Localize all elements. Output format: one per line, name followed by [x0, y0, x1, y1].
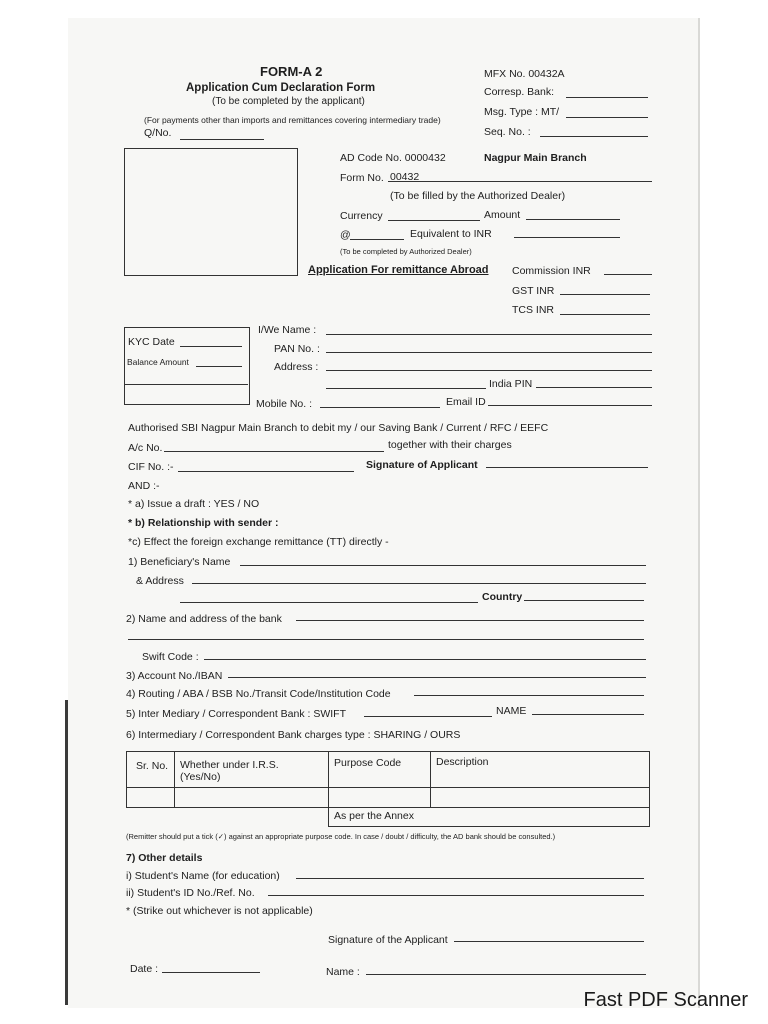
address-label: Address : — [274, 361, 319, 373]
gst-field[interactable] — [560, 294, 650, 295]
intermediary-swift-label: 5) Inter Mediary / Correspondent Bank : SWIFT — [126, 708, 346, 720]
scanner-watermark: Fast PDF Scanner — [583, 989, 748, 1011]
routing-code-field[interactable] — [414, 695, 644, 696]
signature-applicant-footer-field[interactable] — [454, 941, 644, 942]
table-header-purpose-code: Purpose Code — [334, 757, 402, 769]
seq-no-label: Seq. No. : — [484, 126, 531, 138]
country-field[interactable] — [524, 600, 644, 601]
email-label: Email ID — [446, 396, 486, 408]
form-subtitle: Application Cum Declaration Form — [186, 82, 376, 94]
currency-label: Currency — [340, 210, 383, 222]
filled-by-dealer-note: (To be filled by the Authorized Dealer) — [390, 190, 566, 202]
beneficiary-address-label: & Address — [136, 575, 184, 587]
table-row-divider — [126, 787, 649, 788]
address-line-2-field[interactable] — [326, 388, 486, 389]
issue-draft-option: * a) Issue a draft : YES / NO — [128, 498, 260, 510]
ac-no-field[interactable] — [164, 451, 384, 452]
photo-box — [124, 148, 298, 276]
signature-applicant-field[interactable] — [486, 467, 648, 468]
application-remittance-heading: Application For remittance Abroad — [308, 264, 489, 276]
remitter-note: (Remitter should put a tick (✓) against an appropriate purpose code. In case / doubt / difficulty, the AD bank should be consulted.) — [126, 832, 556, 841]
intermediary-swift-field[interactable] — [364, 716, 492, 717]
swift-code-field[interactable] — [204, 659, 646, 660]
mobile-field[interactable] — [320, 407, 440, 408]
intermediary-name-label: NAME — [496, 705, 527, 717]
india-pin-label: India PIN — [489, 378, 533, 390]
account-iban-label: 3) Account No./IBAN — [126, 670, 223, 682]
table-header-sr-no: Sr. No. — [136, 760, 169, 772]
rate-at-symbol: @ — [340, 229, 351, 241]
msg-type-label: Msg. Type : MT/ — [484, 106, 560, 118]
intermediary-name-field[interactable] — [532, 714, 644, 715]
table-header-description: Description — [436, 756, 489, 768]
relationship-label: * b) Relationship with sender : — [128, 517, 279, 529]
student-id-field[interactable] — [268, 895, 644, 896]
name-label: Name : — [326, 966, 360, 978]
amount-field[interactable] — [526, 219, 620, 220]
beneficiary-address-line-2-field[interactable] — [180, 602, 478, 603]
authorisation-text: Authorised SBI Nagpur Main Branch to debit my / our Saving Bank / Current / RFC / EEFC — [128, 422, 549, 434]
and-label: AND :- — [128, 480, 160, 492]
bank-address-field[interactable] — [128, 639, 644, 640]
applicant-name-field[interactable] — [326, 334, 652, 335]
table-col-divider-1 — [174, 751, 175, 807]
account-iban-field[interactable] — [228, 677, 646, 678]
pan-field[interactable] — [326, 352, 652, 353]
kyc-divider — [124, 384, 248, 385]
form-no-field[interactable] — [388, 181, 652, 182]
mobile-label: Mobile No. : — [256, 398, 313, 410]
cif-no-field[interactable] — [178, 471, 354, 472]
bank-charges-type: 6) Intermediary / Correspondent Bank charges type : SHARING / OURS — [126, 729, 461, 741]
msg-type-field[interactable] — [566, 117, 648, 118]
student-name-field[interactable] — [296, 878, 644, 879]
name-field[interactable] — [366, 974, 646, 975]
student-id-label: ii) Student's ID No./Ref. No. — [126, 887, 255, 899]
pan-label: PAN No. : — [274, 343, 320, 355]
rate-field[interactable] — [350, 239, 404, 240]
balance-amount-label: Balance Amount — [127, 357, 189, 367]
beneficiary-name-label: 1) Beneficiary's Name — [128, 556, 231, 568]
date-field[interactable] — [162, 972, 260, 973]
bank-name-field[interactable] — [296, 620, 644, 621]
seq-no-field[interactable] — [540, 136, 648, 137]
email-field[interactable] — [488, 405, 652, 406]
form-title: FORM-A 2 — [260, 64, 323, 79]
q-no-field[interactable] — [180, 139, 264, 140]
corresp-bank-field[interactable] — [566, 97, 648, 98]
effect-remittance-text: *c) Effect the foreign exchange remittance (TT) directly - — [128, 536, 389, 548]
commission-field[interactable] — [604, 274, 652, 275]
applicant-name-label: I/We Name : — [258, 324, 317, 336]
commission-label: Commission INR — [512, 265, 591, 277]
ad-code: AD Code No. 0000432 — [340, 152, 446, 164]
address-field[interactable] — [326, 370, 652, 371]
table-header-irs: Whether under I.R.S. (Yes/No) — [180, 759, 279, 783]
gst-label: GST INR — [512, 285, 555, 297]
form-no-value: 00432 — [390, 171, 420, 183]
q-no-label: Q/No. — [144, 127, 172, 139]
mfx-no: MFX No. 00432A — [484, 68, 565, 80]
corresp-bank-label: Corresp. Bank: — [484, 86, 555, 98]
signature-applicant-footer-label: Signature of the Applicant — [328, 934, 448, 946]
bank-name-label: 2) Name and address of the bank — [126, 613, 282, 625]
tcs-field[interactable] — [560, 314, 650, 315]
routing-code-label: 4) Routing / ABA / BSB No./Transit Code/Institution Code — [126, 688, 391, 700]
date-label: Date : — [130, 963, 159, 975]
completed-by-dealer-note: (To be completed by Authorized Dealer) — [340, 247, 472, 256]
table-col-divider-3 — [430, 751, 431, 807]
equivalent-inr-field[interactable] — [514, 237, 620, 238]
completed-by-note: (To be completed by the applicant) — [212, 96, 365, 107]
kyc-date-label: KYC Date — [128, 336, 175, 348]
payments-note: (For payments other than imports and remittances covering intermediary trade) — [144, 115, 441, 125]
country-label: Country — [482, 591, 523, 603]
equivalent-inr-label: Equivalent to INR — [410, 228, 492, 240]
amount-label: Amount — [484, 209, 521, 221]
form-no-label: Form No. — [340, 172, 384, 184]
together-charges-text: together with their charges — [388, 439, 512, 451]
ac-no-label: A/c No. — [128, 442, 163, 454]
strike-out-note: * (Strike out whichever is not applicable) — [126, 905, 313, 917]
student-name-label: i) Student's Name (for education) — [126, 870, 280, 882]
branch-name: Nagpur Main Branch — [484, 152, 587, 164]
other-details-heading: 7) Other details — [126, 852, 203, 864]
balance-amount-field[interactable] — [196, 366, 242, 367]
table-col-divider-2 — [328, 751, 329, 807]
signature-applicant-label: Signature of Applicant — [366, 459, 478, 471]
page-edge — [65, 700, 68, 1005]
tcs-label: TCS INR — [512, 304, 554, 316]
cif-no-label: CIF No. :- — [128, 461, 174, 473]
beneficiary-name-field[interactable] — [240, 565, 646, 566]
kyc-date-field[interactable] — [180, 346, 242, 347]
swift-code-label: Swift Code : — [142, 651, 199, 663]
annex-text: As per the Annex — [334, 810, 414, 822]
india-pin-field[interactable] — [536, 387, 652, 388]
beneficiary-address-field[interactable] — [192, 583, 646, 584]
currency-field[interactable] — [388, 220, 480, 221]
